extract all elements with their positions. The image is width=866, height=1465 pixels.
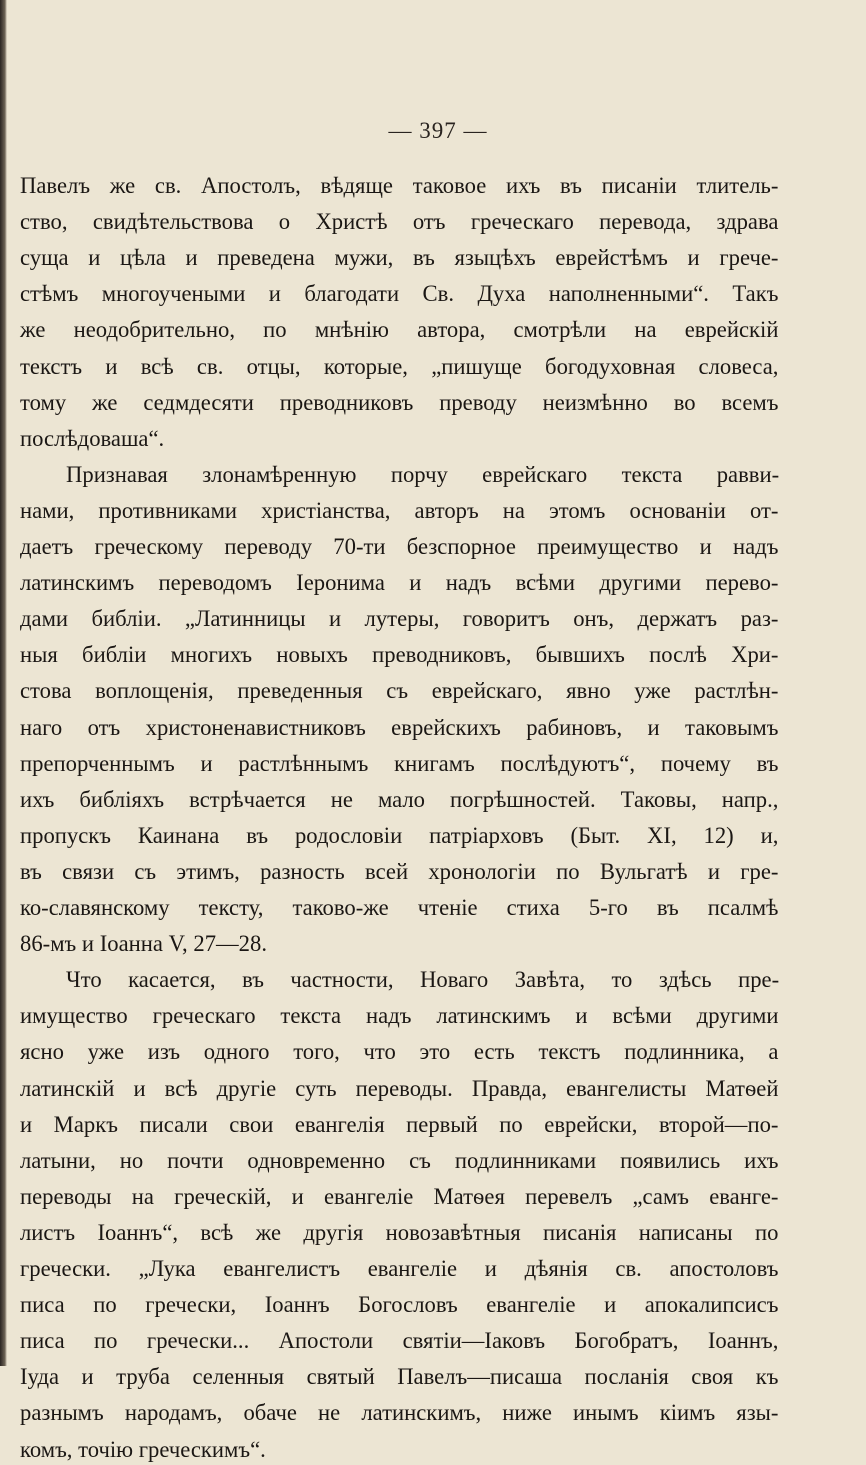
- text-line: стова воплощенiя, преведенныя съ еврейскаго, явно уже растлѣн-: [20, 678, 779, 703]
- text-line: латинскимъ переводомъ Iеронима и надъ всѣми другими перево-: [20, 570, 779, 595]
- text-line: и Маркъ писали свои евангелiя первый по еврейски, второй—по-: [20, 1112, 779, 1137]
- text-line: разнымъ народамъ, обаче не латинскимъ, ниже инымъ кiимъ язы-: [20, 1400, 779, 1425]
- text-line: же неодобрительно, по мнѣнiю автора, смотрѣли на еврейскiй: [20, 317, 779, 342]
- text-line: 86-мъ и Iоанна V, 27—28.: [20, 931, 268, 956]
- text-line: Признавая злонамѣренную порчу еврейскаго текста равви-: [66, 462, 780, 487]
- text-line: послѣдоваша“.: [20, 426, 165, 451]
- text-line: латыни, но почти одновременно съ подлинниками появились ихъ: [20, 1148, 779, 1173]
- text-line: даетъ греческому переводу 70-ти безспорное преимущество и надъ: [20, 534, 779, 559]
- text-line: гречески. „Лука евангелистъ евангелiе и дѣянiя св. апостоловъ: [20, 1256, 779, 1281]
- text-line: ясно уже изъ одного того, что это есть текстъ подлинника, а: [20, 1039, 779, 1064]
- text-line: текстъ и всѣ св. отцы, которые, „пишуще богодуховная словеса,: [20, 354, 779, 379]
- text-line: въ связи съ этимъ, разность всей хронологiи по Вульгатѣ и гре-: [20, 859, 779, 884]
- text-line: листъ Iоаннъ“, всѣ же другiя новозавѣтныя писанiя написаны по: [20, 1220, 779, 1245]
- text-line: писа по гречески, Iоаннъ Богословъ евангелiе и апокалипсисъ: [20, 1292, 779, 1317]
- text-line: ство, свидѣтельствова о Христѣ отъ греческаго перевода, здрава: [20, 209, 779, 234]
- text-line: тому же седмдесяти преводниковъ преводу неизмѣнно во всемъ: [20, 390, 779, 415]
- text-line: переводы на греческiй, и евангелiе Матѳея перевелъ „самъ еванге-: [20, 1184, 779, 1209]
- text-line: суща и цѣла и преведена мужи, въ языцѣхъ еврейстѣмъ и грече-: [20, 245, 779, 270]
- text-line: ныя библiи многихъ новыхъ преводниковъ, бывшихъ послѣ Хри-: [20, 642, 779, 667]
- text-line: писа по гречески... Апостоли святiи—Iаковъ Богобратъ, Iоаннъ,: [20, 1328, 779, 1353]
- text-line: стѣмъ многоучеными и благодати Св. Духа наполненными“. Такъ: [20, 281, 779, 306]
- text-line: ихъ библiяхъ встрѣчается не мало погрѣшностей. Таковы, напр.,: [20, 787, 779, 812]
- text-line: наго отъ христоненавистниковъ еврейскихъ рабиновъ, и таковымъ: [20, 715, 779, 740]
- text-line: имущество греческаго текста надъ латинскимъ и всѣми другими: [20, 1003, 779, 1028]
- text-line: Павелъ же св. Апостолъ, вѣдяще таковое ихъ въ писанiи тлитель-: [20, 173, 779, 198]
- text-line: нами, противниками христiанства, авторъ на этомъ основанiи от-: [20, 498, 779, 523]
- text-line: ко-славянскому тексту, таково-же чтенiе стиха 5-го въ псалмѣ: [20, 895, 779, 920]
- text-line: препорченнымъ и растлѣннымъ книгамъ послѣдуютъ“, почему въ: [20, 751, 779, 776]
- page-number: — 397 —: [388, 118, 488, 143]
- text-line: латинскiй и всѣ другiе суть переводы. Правда, евангелисты Матѳей: [20, 1076, 779, 1101]
- text-line: Что касается, въ частности, Новаго Завѣта, то здѣсь пре-: [66, 967, 780, 992]
- page-binding-edge: [0, 0, 7, 1366]
- text-line: пропускъ Каинана въ родословiи патрiарховъ (Быт. XI, 12) и,: [20, 823, 779, 848]
- text-line: комъ, точiю греческимъ“.: [20, 1437, 266, 1462]
- text-line: Iуда и труба селенныя святый Павелъ—писаша посланiя своя къ: [20, 1364, 779, 1389]
- text-line: дами библiи. „Латинницы и лутеры, говоритъ онъ, держатъ раз-: [20, 606, 779, 631]
